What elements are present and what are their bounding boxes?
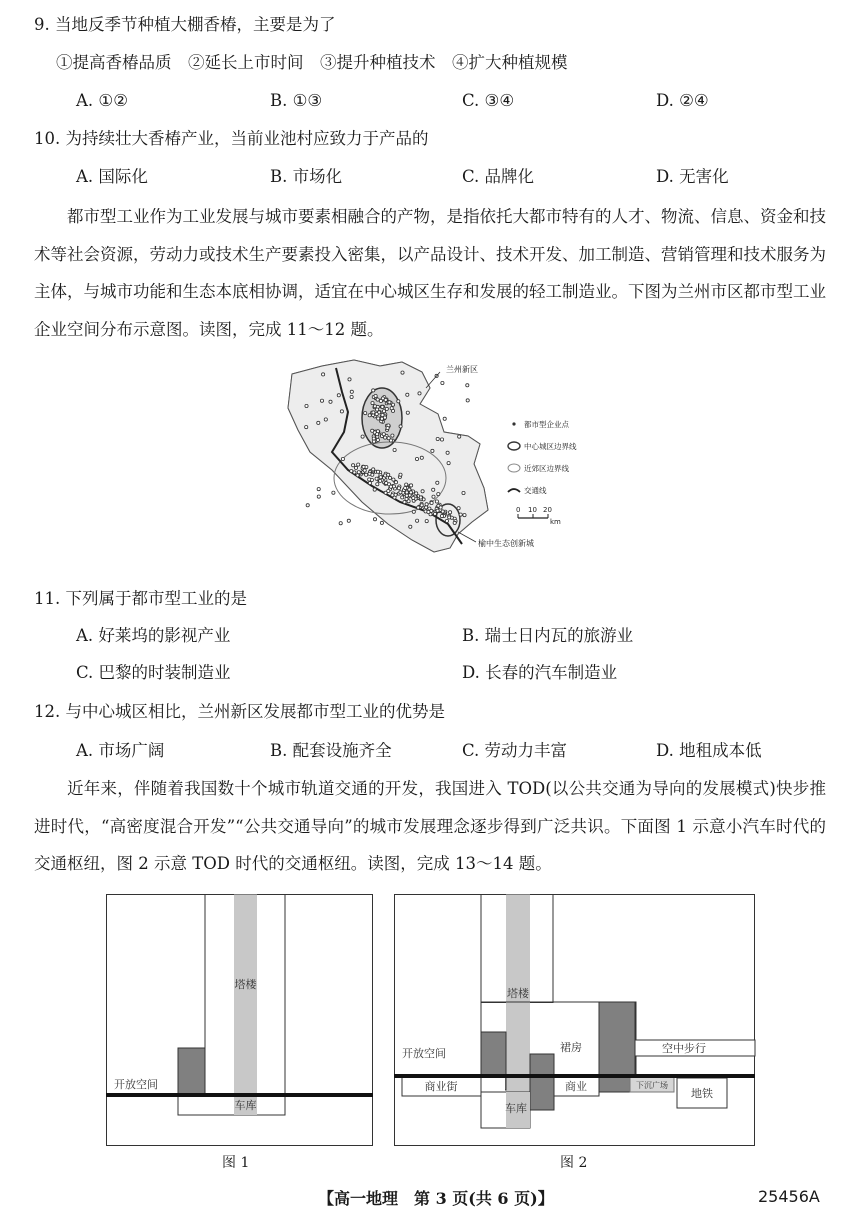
q12-option-d: D. 地租成本低	[656, 741, 762, 760]
enterprise-point	[406, 411, 409, 414]
figure-1-caption: 图 1	[222, 1155, 250, 1171]
enterprise-point	[445, 519, 448, 522]
enterprise-point	[436, 481, 439, 484]
enterprise-point	[372, 440, 375, 443]
figure-2-diagram	[394, 894, 756, 1146]
passage-tod: 近年来，伴随着我国数十个城市轨道交通的开发，我国进入 TOD(以公共交通为导向的发展模式)快步推进时代，“高密度混合开发”“公共交通导向”的城市发展理念逐步得到广泛共识。下面图 1 示意小汽车时代的交通枢纽，图 2 示意 TOD 时代的交通枢纽。读图，完成 13～14 题。	[34, 779, 826, 873]
scale-10: 10	[528, 506, 537, 514]
enterprise-point	[385, 407, 388, 410]
enterprise-point	[425, 506, 428, 509]
legend-transport: 交通线	[524, 486, 547, 495]
enterprise-point	[322, 373, 325, 376]
enterprise-point	[443, 417, 446, 420]
figure-2	[394, 894, 756, 1171]
enterprise-point	[347, 519, 350, 522]
enterprise-point	[415, 457, 418, 460]
enterprise-point	[416, 519, 419, 522]
enterprise-point	[391, 434, 394, 437]
enterprise-point	[394, 493, 397, 496]
enterprise-point	[463, 514, 466, 517]
enterprise-point	[371, 429, 374, 432]
q10-option-b: B. 市场化	[270, 167, 343, 186]
enterprise-point	[350, 470, 353, 473]
enterprise-point	[381, 405, 384, 408]
enterprise-point	[421, 490, 424, 493]
enterprise-point	[403, 501, 406, 504]
enterprise-point	[386, 427, 389, 430]
enterprise-point	[418, 392, 421, 395]
enterprise-point	[462, 491, 465, 494]
enterprise-point	[390, 407, 393, 410]
enterprise-point	[364, 412, 367, 415]
enterprise-point	[387, 437, 390, 440]
enterprise-point	[399, 425, 402, 428]
enterprise-point	[393, 448, 396, 451]
enterprise-point	[437, 493, 440, 496]
enterprise-point	[392, 478, 395, 481]
enterprise-point	[373, 488, 376, 491]
enterprise-point	[373, 518, 376, 521]
enterprise-point	[376, 470, 379, 473]
enterprise-point	[305, 404, 308, 407]
enterprise-point	[363, 469, 366, 472]
scale-0: 0	[516, 506, 521, 514]
enterprise-point	[381, 414, 384, 417]
enterprise-point	[394, 481, 397, 484]
enterprise-point	[361, 435, 364, 438]
fig1-open-label: 开放空间	[114, 1078, 158, 1091]
enterprise-point	[375, 413, 378, 416]
scale-unit: km	[550, 518, 561, 526]
enterprise-point	[412, 510, 415, 513]
enterprise-point	[401, 496, 404, 499]
enterprise-point	[350, 390, 353, 393]
enterprise-point	[420, 456, 423, 459]
legend-transport-icon	[508, 489, 520, 492]
figure-2-caption: 图 2	[560, 1155, 588, 1171]
enterprise-point	[441, 381, 444, 384]
enterprise-point	[371, 402, 374, 405]
enterprise-point	[380, 521, 383, 524]
lanzhou-map	[262, 352, 614, 570]
fig2-skywalk-label: 空中步行	[662, 1042, 706, 1055]
q9-items: ①提高香椿品质 ②延长上市时间 ③提升种植技术 ④扩大种植规模	[56, 53, 568, 72]
q12-option-b: B. 配套设施齐全	[270, 741, 392, 760]
enterprise-point	[439, 506, 442, 509]
enterprise-point	[354, 466, 357, 469]
enterprise-point	[377, 417, 380, 420]
figure-1	[106, 894, 374, 1171]
q12-option-c: C. 劳动力丰富	[462, 741, 568, 760]
enterprise-point	[404, 487, 407, 490]
fig2-tower-label: 塔楼	[507, 987, 529, 1000]
map-label-yuzhong: 榆中生态创新城	[478, 539, 534, 548]
enterprise-point	[376, 483, 379, 486]
enterprise-point	[387, 473, 390, 476]
enterprise-point	[436, 509, 439, 512]
enterprise-point	[337, 394, 340, 397]
fig2-open-label: 开放空间	[402, 1047, 446, 1060]
enterprise-point	[374, 394, 377, 397]
enterprise-point	[447, 462, 450, 465]
enterprise-point	[427, 510, 430, 513]
enterprise-point	[425, 503, 428, 506]
q10-option-a: A. 国际化	[76, 167, 148, 186]
lanzhou-map-figure	[262, 352, 614, 570]
footer-page-info: 【高一地理 第 3 页(共 6 页)】	[318, 1189, 554, 1208]
enterprise-point	[436, 437, 439, 440]
fig1-block	[178, 1048, 205, 1094]
enterprise-point	[387, 489, 390, 492]
enterprise-point	[405, 483, 408, 486]
enterprise-point	[425, 520, 428, 523]
enterprise-point	[401, 371, 404, 374]
enterprise-point	[317, 488, 320, 491]
enterprise-point	[385, 482, 388, 485]
enterprise-point	[457, 507, 460, 510]
enterprise-point	[305, 426, 308, 429]
enterprise-point	[388, 401, 391, 404]
enterprise-point	[384, 398, 387, 401]
q9-option-b: B. ①③	[270, 91, 323, 110]
enterprise-point	[409, 525, 412, 528]
q10-option-d: D. 无害化	[656, 167, 729, 186]
enterprise-point	[417, 506, 420, 509]
enterprise-point	[376, 433, 379, 436]
enterprise-point	[432, 488, 435, 491]
enterprise-point	[348, 378, 351, 381]
enterprise-point	[339, 522, 342, 525]
enterprise-point	[405, 497, 408, 500]
enterprise-point	[376, 438, 379, 441]
enterprise-point	[382, 433, 385, 436]
enterprise-point	[406, 393, 409, 396]
enterprise-point	[415, 492, 418, 495]
enterprise-point	[317, 495, 320, 498]
enterprise-point	[410, 484, 413, 487]
enterprise-point	[409, 491, 412, 494]
q9-option-d: D. ②④	[656, 91, 709, 110]
fig1-tower-label: 塔楼	[234, 978, 257, 991]
enterprise-point	[357, 471, 360, 474]
q11-option-d: D. 长春的汽车制造业	[462, 663, 618, 682]
enterprise-point	[466, 399, 469, 402]
enterprise-point	[430, 501, 433, 504]
fig1-tower	[234, 895, 257, 1115]
enterprise-point	[341, 457, 344, 460]
q12-stem: 12. 与中心城区相比，兰州新区发展都市型工业的优势是	[34, 702, 445, 721]
enterprise-point	[466, 384, 469, 387]
enterprise-point	[391, 494, 394, 497]
fig2-apartment-label: 裙房	[560, 1041, 582, 1054]
enterprise-point	[324, 418, 327, 421]
q11-option-c: C. 巴黎的时装制造业	[76, 663, 231, 682]
enterprise-point	[412, 496, 415, 499]
enterprise-point	[357, 463, 360, 466]
enterprise-point	[375, 477, 378, 480]
enterprise-point	[458, 435, 461, 438]
enterprise-point	[388, 476, 391, 479]
enterprise-point	[379, 479, 382, 482]
enterprise-point	[368, 482, 371, 485]
scale-20: 20	[543, 506, 552, 514]
fig1-garage-label: 车库	[234, 1099, 257, 1112]
enterprise-point	[320, 399, 323, 402]
enterprise-point	[368, 478, 371, 481]
enterprise-point	[317, 421, 320, 424]
fig2-shop-street-label: 商业街	[424, 1080, 458, 1093]
enterprise-point	[372, 468, 375, 471]
enterprise-point	[405, 491, 408, 494]
enterprise-point	[352, 464, 355, 467]
enterprise-point	[379, 476, 382, 479]
enterprise-point	[446, 451, 449, 454]
enterprise-point	[440, 515, 443, 518]
q10-option-c: C. 品牌化	[462, 167, 535, 186]
passage-urban-industry: 都市型工业作为工业发展与城市要素相融合的产物，是指依托大都市特有的人才、物流、信息、资金和技术等社会资源，劳动力或技术生产要素投入密集，以产品设计、技术开发、加工制造、营销管理和技术服务为主体，与城市功能和生态本底相协调，适宜在中心城区生存和发展的轻工制造业。下图为兰州市区都市型工业企业空间分布示意图。读图，完成 11～12 题。	[34, 207, 826, 339]
enterprise-point	[372, 411, 375, 414]
legend-suburb-icon	[508, 464, 520, 472]
enterprise-point	[453, 521, 456, 524]
enterprise-point	[449, 511, 452, 514]
enterprise-point	[420, 504, 423, 507]
enterprise-point	[382, 410, 385, 413]
fig2-commerce-label: 商业	[565, 1080, 587, 1093]
q9-option-a: A. ①②	[76, 91, 128, 110]
enterprise-point	[399, 491, 402, 494]
enterprise-point	[332, 491, 335, 494]
enterprise-point	[372, 389, 375, 392]
enterprise-point	[376, 398, 379, 401]
enterprise-point	[419, 496, 422, 499]
legend-center-icon	[508, 442, 520, 450]
enterprise-point	[440, 438, 443, 441]
enterprise-point	[397, 487, 400, 490]
enterprise-point	[329, 400, 332, 403]
fig2-metro-label: 地铁	[691, 1087, 713, 1100]
q11-option-a: A. 好莱坞的影视产业	[76, 626, 231, 645]
enterprise-point	[376, 408, 379, 411]
enterprise-point	[365, 473, 368, 476]
q9-stem: 9. 当地反季节种植大棚香椿，主要是为了	[34, 15, 336, 34]
q11-stem: 11. 下列属于都市型工业的是	[34, 589, 247, 608]
enterprise-point	[405, 494, 408, 497]
legend-point-icon	[512, 422, 515, 425]
legend-center: 中心城区边界线	[524, 442, 577, 451]
footer-code: 25456A	[758, 1187, 820, 1206]
legend-point: 都市型企业点	[524, 420, 569, 429]
enterprise-point	[397, 400, 400, 403]
enterprise-point	[459, 513, 462, 516]
fig2-garage-label: 车库	[505, 1102, 527, 1115]
q10-stem: 10. 为持续壮大香椿产业，当前业池村应致力于产品的	[34, 129, 429, 148]
enterprise-point	[350, 395, 353, 398]
fig2-sunken-label: 下沉广场	[636, 1081, 668, 1090]
enterprise-point	[306, 504, 309, 507]
enterprise-point	[389, 485, 392, 488]
enterprise-point	[435, 500, 438, 503]
enterprise-point	[368, 472, 371, 475]
q9-option-c: C. ③④	[462, 91, 515, 110]
fig2-block-mid	[530, 1054, 554, 1110]
q12-option-a: A. 市场广阔	[76, 741, 165, 760]
q11-option-b: B. 瑞士日内瓦的旅游业	[462, 626, 634, 645]
enterprise-point	[384, 436, 387, 439]
enterprise-point	[362, 465, 365, 468]
fig1-garage-box	[178, 1094, 285, 1115]
enterprise-point	[432, 495, 435, 498]
enterprise-point	[448, 516, 451, 519]
enterprise-point	[431, 449, 434, 452]
enterprise-point	[379, 399, 382, 402]
enterprise-point	[368, 414, 371, 417]
enterprise-point	[433, 512, 436, 515]
map-label-newarea: 兰州新区	[446, 365, 478, 374]
enterprise-point	[399, 473, 402, 476]
enterprise-point	[340, 410, 343, 413]
figure-1-diagram	[106, 894, 374, 1146]
enterprise-point	[380, 417, 383, 420]
legend-suburb: 近郊区边界线	[524, 464, 569, 473]
